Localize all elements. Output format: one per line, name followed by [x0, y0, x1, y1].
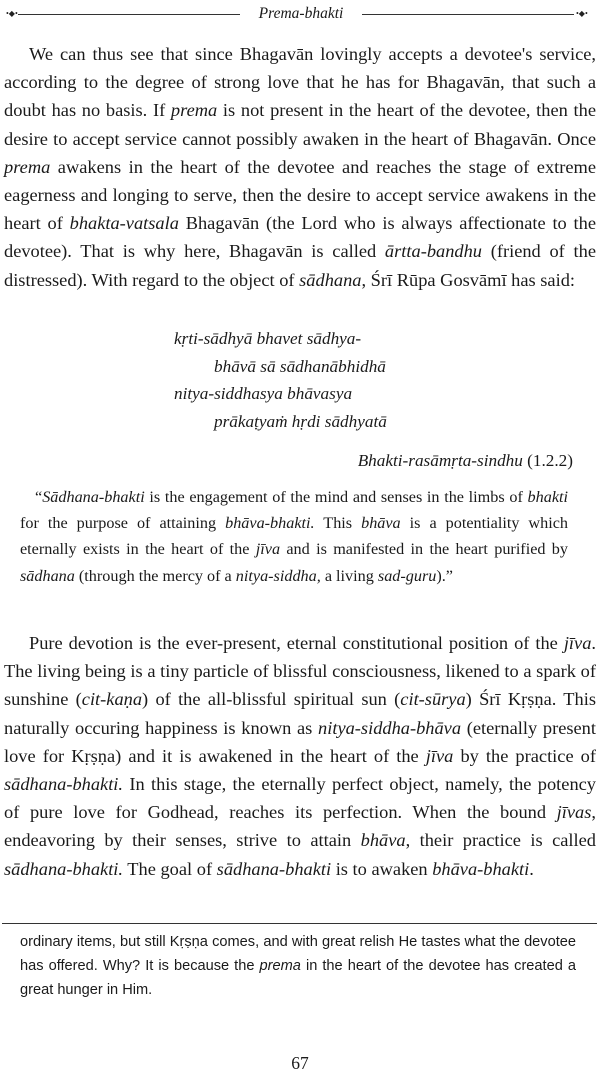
- header-ornament-right: •◆•: [576, 9, 588, 18]
- italic-term: bhakti: [527, 488, 568, 506]
- running-header: [4, 6, 596, 22]
- verse-citation: [358, 449, 573, 473]
- italic-term: jīva: [563, 633, 592, 653]
- italic-term: prema: [170, 100, 218, 121]
- header-ornament-left: •◆•: [6, 9, 18, 18]
- italic-term: sādhana-bhakti.: [4, 858, 124, 879]
- text-run: In this stage, the eternally perfect object, namely, the potency of pure love for Godhead, reaches its perfection. When the bound: [4, 774, 596, 823]
- italic-term: prema: [4, 156, 51, 177]
- text-run: is to awaken: [331, 858, 433, 879]
- paragraph-2: [4, 629, 596, 883]
- italic-term: jīva: [255, 540, 281, 559]
- text-run: (through the mercy of a: [74, 566, 236, 585]
- italic-term: jīva: [425, 745, 454, 766]
- italic-term: sādhana: [299, 269, 362, 290]
- text-run: This: [314, 514, 362, 533]
- italic-term: sad-guru: [377, 566, 437, 585]
- text-run: awakens in the heart of the devotee and reaches the stage of extreme eagerness and longing to serve, then the desire to accept service awakens in the heart of: [4, 156, 596, 234]
- italic-term: bhāva-bhakti.: [225, 514, 315, 533]
- text-run: a living: [320, 566, 378, 585]
- citation-reference: (1.2.2): [527, 451, 573, 470]
- header-rule-right: [362, 14, 574, 15]
- italic-term: prema: [259, 957, 301, 974]
- page-number: 67: [291, 1053, 309, 1073]
- text-run: , Śrī Rūpa Gosvāmī has said:: [361, 269, 576, 290]
- italic-term: sādhana-bhakti.: [4, 774, 124, 795]
- text-run: by the practice of: [453, 745, 596, 766]
- text-run: ) Śrī Kṛṣṇa. This naturally occuring happiness is known as: [4, 689, 596, 738]
- italic-term: bhakta-vatsala: [69, 213, 179, 234]
- sanskrit-verse: [174, 325, 474, 435]
- text-run: (friend of the distressed). With regard to the object of: [4, 241, 596, 290]
- verse-line: nitya-siddhasya bhāvasya: [174, 384, 353, 403]
- italic-term: nitya-siddha-bhāva: [318, 717, 462, 738]
- text-run: “: [35, 488, 43, 506]
- text-run: Pure devotion is the ever-present, eternal constitutional position of the: [29, 633, 564, 653]
- verse-line: kṛti-sādhyā bhavet sādhya-: [174, 329, 362, 348]
- text-run: and is manifested in the heart purified by: [280, 540, 568, 559]
- italic-term: bhāva-bhakti: [432, 858, 530, 879]
- footnote-divider: [2, 923, 597, 924]
- text-run: is not present in the heart of the devotee, then the desire to accept service cannot possibly awaken in the heart of Bhagavān. Once: [4, 100, 596, 149]
- text-run: for the purpose of attaining: [20, 514, 226, 533]
- text-run: We can thus see that since Bhagavān lovingly accepts a devotee's service, according to the degree of strong love that he has for Bhagavān, that such a doubt has no basis. If: [4, 44, 596, 121]
- italic-term: nitya-siddha,: [235, 566, 321, 585]
- italic-term: bhāva: [360, 830, 406, 851]
- text-run: is a potentiality which eternally exists in the heart of the: [20, 514, 568, 559]
- italic-term: sādhana-bhakti: [216, 858, 332, 879]
- italic-term: cit-sūrya: [400, 689, 466, 710]
- verse-line: prākaṭyaṁ hṛdi sādhyatā: [214, 411, 387, 431]
- text-run: ).”: [436, 566, 453, 585]
- text-run: ) of the all-blissful spiritual sun (: [142, 689, 401, 710]
- text-run: , endeavoring by their senses, strive to attain: [4, 802, 596, 851]
- citation-source: Bhakti-rasāmṛta-sindhu: [357, 451, 523, 470]
- verse-translation: [20, 484, 568, 589]
- text-run: . The living being is a tiny particle of blissful consciousness, likened to a spark of sunshine (: [4, 633, 596, 710]
- italic-term: Sādhana-bhakti: [42, 488, 145, 506]
- italic-term: bhāva: [361, 514, 401, 533]
- running-header-title: Prema-bhakti: [258, 5, 344, 22]
- text-run: ordinary items, but still Kṛṣṇa comes, and with great relish He tastes what the devotee has offered. Why? It is because the: [20, 934, 576, 974]
- verse-line: bhāvā sā sādhanābhidhā: [214, 356, 386, 376]
- footnote: [20, 931, 576, 1002]
- header-rule-left: [18, 14, 240, 15]
- italic-term: jīvas: [556, 802, 592, 823]
- text-run: , their practice is called: [405, 830, 596, 851]
- paragraph-1: [4, 40, 596, 294]
- text-run: Bhagavān (the Lord who is always affectionate to the devotee). That is why here, Bhagavān is called: [4, 213, 596, 262]
- text-run: in the heart of the devotee has created a great hunger in Him.: [20, 957, 576, 998]
- text-run: is the engagement of the mind and senses in the limbs of: [144, 488, 528, 506]
- italic-term: sādhana: [20, 566, 75, 585]
- italic-term: cit-kaṇa: [81, 689, 143, 710]
- text-run: The goal of: [123, 858, 217, 879]
- text-run: .: [529, 858, 534, 879]
- text-run: (eternally present love for Kṛṣṇa) and it is awakened in the heart of the: [4, 717, 596, 766]
- italic-term: ārtta-bandhu: [384, 241, 482, 262]
